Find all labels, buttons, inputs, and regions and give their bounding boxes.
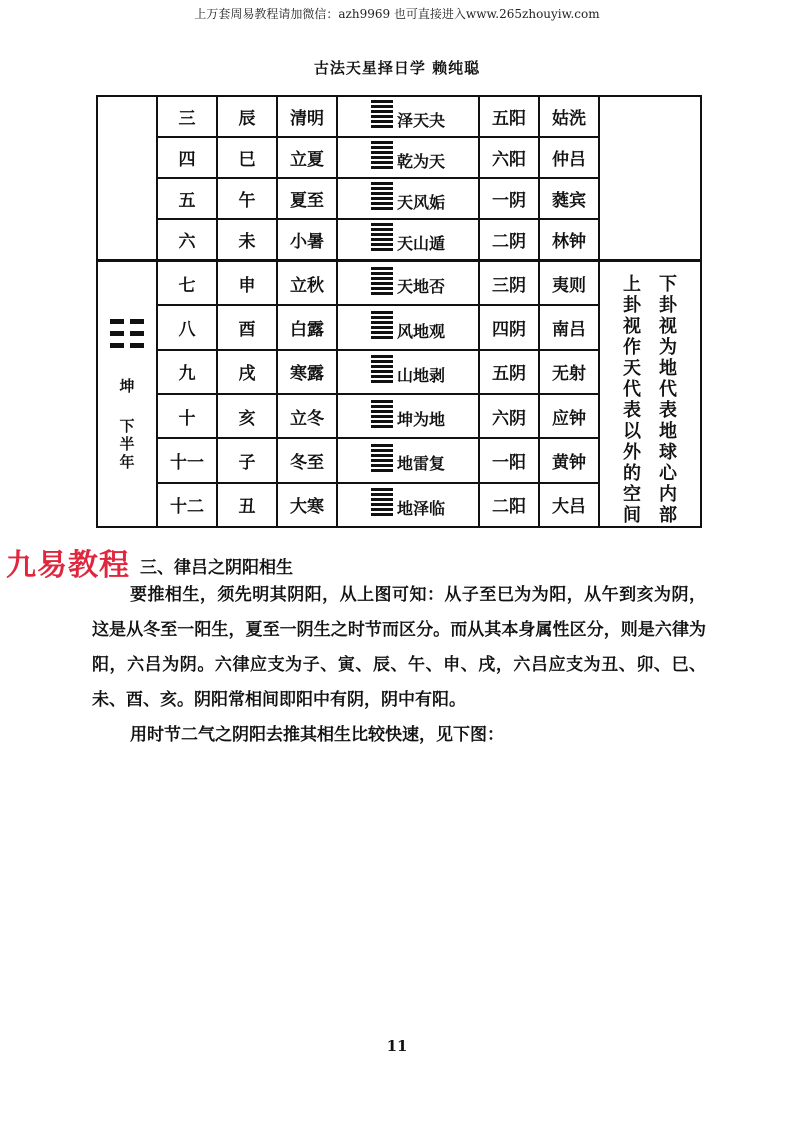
hexagram-cell [337, 438, 479, 482]
hexagram-name: 坤为地 [396, 410, 445, 430]
hexagram [371, 310, 445, 340]
earthly-branch: 午 [217, 178, 277, 219]
pitch-pipe: 南吕 [539, 305, 599, 349]
kun-trigram-icon [110, 317, 144, 351]
yin-yang-count: 二阴 [479, 219, 539, 261]
pitch-pipe: 黄钟 [539, 438, 599, 482]
yin-yang-count: 一阴 [479, 178, 539, 219]
solar-term: 夏至 [277, 178, 337, 219]
table-row [97, 96, 701, 137]
pitch-pipe: 仲吕 [539, 137, 599, 178]
hexagram-lines-icon [371, 354, 393, 384]
hexagram-table [96, 95, 702, 528]
paragraph-1: 要推相生，须先明其阴阳，从上图可知：从子至巳为为阳，从午到亥为阴，这是从冬至一阳生，夏至一阴生之时节而区分。而从其本身属性区分，则是六律为阳，六吕为阴。六律应支为子、寅、辰、午、申、戌，六吕应支为丑、卯、巳、未、酉、亥。阴阳常相间即阳中有阴，阴中有阳。 [92, 585, 706, 710]
month-number: 五 [157, 178, 217, 219]
note-right: 下卦视为地代表地球心内部 [659, 274, 677, 526]
empty-right-cell [599, 96, 701, 261]
yin-yang-count: 三阴 [479, 261, 539, 306]
paragraph-2: 用时节二气之阴阳去推其相生比较快速，见下图： [130, 725, 504, 745]
earthly-branch: 戌 [217, 350, 277, 394]
hexagram [371, 140, 445, 170]
yin-yang-count: 一阳 [479, 438, 539, 482]
hexagram-cell [337, 394, 479, 438]
solar-term: 立夏 [277, 137, 337, 178]
earthly-branch: 丑 [217, 483, 277, 527]
hexagram-cell [337, 350, 479, 394]
earthly-branch: 子 [217, 438, 277, 482]
solar-term: 立秋 [277, 261, 337, 306]
solar-term: 小暑 [277, 219, 337, 261]
yin-yang-count: 二阳 [479, 483, 539, 527]
yin-yang-count: 五阳 [479, 96, 539, 137]
watermark-logo: 九易教程 [6, 548, 130, 583]
ban-label: 半 [119, 435, 135, 453]
kun-label-cell [97, 261, 157, 528]
yin-yang-count: 六阴 [479, 394, 539, 438]
section-heading: 三、律吕之阴阳相生 [140, 558, 293, 578]
pitch-pipe: 大吕 [539, 483, 599, 527]
hexagram-lines-icon [371, 443, 393, 473]
hexagram [371, 399, 445, 429]
hexagram-name: 地泽临 [396, 498, 445, 518]
solar-term: 白露 [277, 305, 337, 349]
month-number: 九 [157, 350, 217, 394]
hexagram-name: 风地观 [396, 321, 445, 341]
hexagram-name: 天山遁 [396, 233, 445, 253]
nian-label: 年 [119, 453, 135, 471]
hexagram-cell [337, 483, 479, 527]
earthly-branch: 亥 [217, 394, 277, 438]
hexagram-name: 乾为天 [396, 151, 445, 171]
empty-left-cell [97, 96, 157, 261]
hexagram [371, 443, 445, 473]
hexagram-cell [337, 137, 479, 178]
top-banner: 上万套周易教程请加微信：azh9969 也可直接进入www.265zhouyiw.com [194, 7, 600, 21]
hexagram-cell [337, 305, 479, 349]
solar-term: 清明 [277, 96, 337, 137]
solar-term: 立冬 [277, 394, 337, 438]
xia-label: 下 [119, 417, 135, 435]
month-number: 六 [157, 219, 217, 261]
hexagram-name: 地雷复 [396, 454, 445, 474]
pitch-pipe: 姑洗 [539, 96, 599, 137]
solar-term: 冬至 [277, 438, 337, 482]
hexagram [371, 354, 445, 384]
hexagram [371, 266, 445, 296]
yin-yang-count: 六阳 [479, 137, 539, 178]
hexagram-name: 山地剥 [396, 365, 445, 385]
solar-term: 大寒 [277, 483, 337, 527]
month-number: 三 [157, 96, 217, 137]
hexagram-cell [337, 261, 479, 306]
note-cell [599, 261, 701, 528]
page-number: 11 [386, 1037, 408, 1055]
earthly-branch: 申 [217, 261, 277, 306]
earthly-branch: 酉 [217, 305, 277, 349]
hexagram [371, 181, 445, 211]
hexagram-lines-icon [371, 222, 393, 252]
hexagram-lines-icon [371, 140, 393, 170]
document-title: 古法天星择日学 赖纯聪 [313, 59, 481, 77]
hexagram-lines-icon [371, 310, 393, 340]
month-number: 八 [157, 305, 217, 349]
spacer [98, 395, 156, 417]
earthly-branch: 巳 [217, 137, 277, 178]
kun-label: 坤 [119, 377, 135, 395]
hexagram [371, 487, 445, 517]
pitch-pipe: 夷则 [539, 261, 599, 306]
solar-term: 寒露 [277, 350, 337, 394]
vertical-notes [600, 262, 700, 526]
pitch-pipe: 蕤宾 [539, 178, 599, 219]
pitch-pipe: 林钟 [539, 219, 599, 261]
earthly-branch: 辰 [217, 96, 277, 137]
pitch-pipe: 应钟 [539, 394, 599, 438]
month-number: 四 [157, 137, 217, 178]
hexagram [371, 222, 445, 252]
hexagram-cell [337, 96, 479, 137]
hexagram-cell [337, 178, 479, 219]
hexagram-name: 天风姤 [396, 192, 445, 212]
hexagram [371, 99, 445, 129]
month-number: 七 [157, 261, 217, 306]
month-number: 十二 [157, 483, 217, 527]
earthly-branch: 未 [217, 219, 277, 261]
hexagram-lines-icon [371, 99, 393, 129]
hexagram-lines-icon [371, 181, 393, 211]
month-number: 十 [157, 394, 217, 438]
hexagram-lines-icon [371, 487, 393, 517]
yin-yang-count: 四阴 [479, 305, 539, 349]
yin-yang-count: 五阴 [479, 350, 539, 394]
month-number: 十一 [157, 438, 217, 482]
pitch-pipe: 无射 [539, 350, 599, 394]
hexagram-lines-icon [371, 266, 393, 296]
hexagram-cell [337, 219, 479, 261]
hexagram-name: 天地否 [396, 277, 445, 297]
hexagram-name: 泽天夬 [396, 110, 445, 130]
table-row [97, 261, 701, 306]
note-left: 上卦视作天代表以外的空间 [623, 274, 641, 526]
hexagram-lines-icon [371, 399, 393, 429]
